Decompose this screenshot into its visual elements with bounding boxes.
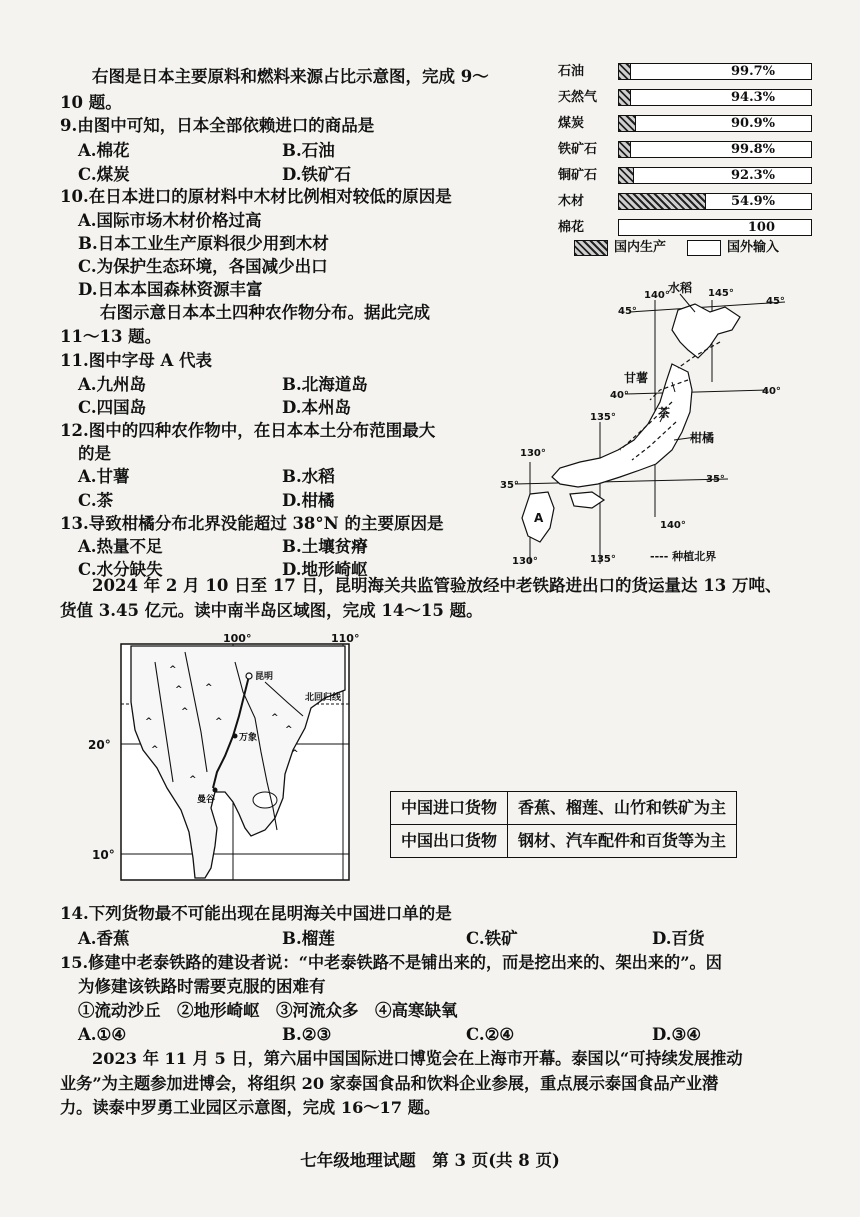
bar-value-label: 94.3% [730,90,775,105]
intro-16-17-line3: 力。读泰中罗勇工业园区示意图，完成 16～17 题。 [60,1098,441,1117]
bar-domestic-fill [619,64,631,79]
bar-value-label: 99.8% [730,142,775,157]
q9-option-d: D.铁矿石 [282,165,351,184]
bar-row [558,88,813,108]
bar-category-label: 铜矿石 [558,168,598,183]
crop-label-citrus: 柑橘 [690,431,715,445]
bar-track [618,193,812,210]
q12-stem-line2: 的是 [78,444,111,463]
q9-stem: 9.由图中可知，日本全部依赖进口的商品是 [60,116,375,135]
q14-option-a: A.香蕉 [78,929,130,948]
intro-14-15-line1: 2024 年 2 月 10 日至 17 日，昆明海关共监管验放经中老铁路进出口的货运量达 13 万吨、 [92,576,782,595]
lat-label-45-left: 45° [618,306,637,317]
crop-label-rice: 水稻 [668,281,693,295]
lon-label-145-top: 145° [708,288,734,299]
lon-label-135-mid: 135° [590,412,616,423]
svg-text:^: ^ [189,775,197,785]
q13-option-c: C.水分缺失 [78,560,163,579]
lon-label-135-bottom: 135° [590,554,616,565]
intro-11-13-line1: 右图示意日本本土四种农作物分布。据此完成 [100,303,430,322]
q13-option-d: D.地形崎岖 [282,560,368,579]
indochina-map [115,632,360,892]
bar-category-label: 天然气 [558,90,598,105]
q12-option-b: B.水稻 [282,467,335,486]
island-label-a: A [534,511,544,525]
q10-option-c: C.为保护生态环境，各国减少出口 [78,257,328,276]
lat-label-35-right: 35° [706,474,725,485]
bar-domestic-fill [619,90,631,105]
q15-option-d: D.③④ [652,1025,702,1044]
bar-category-label: 铁矿石 [558,142,598,157]
bar-row [558,114,813,134]
lon-label-130-top: 130° [520,448,546,459]
bar-row [558,166,813,186]
q15-option-c: C.②④ [466,1025,515,1044]
bar-category-label: 石油 [558,64,585,79]
q13-stem: 13.导致柑橘分布北界没能超过 38°N 的主要原因是 [60,514,444,533]
bar-row [558,192,813,212]
bar-category-label: 棉花 [558,220,585,235]
q14-option-c: C.铁矿 [466,929,518,948]
bar-track [618,89,812,106]
table-row [391,825,737,858]
bar-row [558,62,813,82]
bar-track [618,115,812,132]
intro-9-10-line1: 右图是日本主要原料和燃料来源占比示意图，完成 9～ [92,67,489,86]
q11-option-c: C.四国岛 [78,398,147,417]
q14-stem: 14.下列货物最不可能出现在昆明海关中国进口单的是 [60,904,452,923]
q12-option-c: C.茶 [78,491,114,510]
bar-track [618,63,812,80]
q13-option-b: B.土壤贫瘠 [282,537,368,556]
lat-label-40-left: 40° [610,390,629,401]
q12-option-d: D.柑橘 [282,491,335,510]
bar-value-label: 99.7% [730,64,775,79]
bar-track [618,219,812,236]
lon-label-130-bottom: 130° [512,556,538,567]
svg-text:^: ^ [285,725,293,735]
table-cell-value: 钢材、汽车配件和百货等为主 [508,825,737,858]
bar-row [558,218,813,238]
q15-choices: ①流动沙丘 ②地形崎岖 ③河流众多 ④高寒缺氧 [78,1001,458,1020]
bar-row [558,140,813,160]
intro-16-17-line1: 2023 年 11 月 5 日，第六届中国国际进口博览会在上海市开幕。泰国以“可持续发展推动 [92,1049,743,1068]
crop-label-tea: 茶 [658,406,671,420]
city-label-kunming: 昆明 [255,672,274,682]
bar-track [618,167,812,184]
q10-option-a: A.国际市场木材价格过高 [78,211,262,230]
lon-label-140-top: 140° [644,290,670,301]
page-footer: 七年级地理试题 第 3 页(共 8 页) [300,1151,560,1170]
q10-option-b: B.日本工业生产原料很少用到木材 [78,234,329,253]
lat-label-35-left: 35° [500,480,519,491]
svg-text:^: ^ [169,665,177,675]
bar-value-label: 100 [747,220,775,235]
q15-option-a: A.①④ [78,1025,127,1044]
bar-category-label: 木材 [558,194,585,209]
lon-label-110: 110° [331,632,360,645]
svg-text:^: ^ [215,717,223,727]
tropic-label: 北回归线 [305,693,342,703]
table-row [391,792,737,825]
bar-domestic-fill [619,116,636,131]
bar-value-label: 92.3% [730,168,775,183]
japan-map-legend: ---- 种植北界 [650,550,717,563]
q14-option-d: D.百货 [652,929,705,948]
q9-option-c: C.煤炭 [78,165,130,184]
q10-stem: 10.在日本进口的原材料中木材比例相对较低的原因是 [60,187,452,206]
intro-11-13-line2: 11～13 题。 [60,327,162,346]
intro-9-10-line2: 10 题。 [60,93,122,112]
bar-track [618,141,812,158]
q11-option-a: A.九州岛 [78,375,147,394]
crop-label-sweet-potato: 甘薯 [624,371,649,385]
intro-16-17-line2: 业务”为主题参加进博会，将组织 20 家泰国食品和饮料企业参展，重点展示泰国食品产业潜 [60,1074,719,1093]
bar-domestic-fill [619,142,631,157]
lat-label-10: 10° [92,848,115,862]
bar-domestic-fill [619,194,706,209]
q15-stem-line2: 为修建该铁路时需要克服的困难有 [78,977,326,996]
svg-text:^: ^ [291,749,299,759]
bar-domestic-fill [619,168,634,183]
lat-label-20: 20° [88,738,111,752]
svg-text:^: ^ [145,717,153,727]
table-cell-label: 中国进口货物 [391,792,508,825]
svg-text:^: ^ [151,745,159,755]
bar-category-label: 煤炭 [558,116,585,131]
q15-stem-line1: 15.修建中老泰铁路的建设者说：“中老泰铁路不是铺出来的，而是挖出来的、架出来的”。因 [60,953,722,972]
svg-text:^: ^ [181,707,189,717]
q12-option-a: A.甘薯 [78,467,130,486]
lat-label-45-right: 45° [766,296,785,307]
legend-domestic: 国内生产 [614,240,667,255]
q11-stem: 11.图中字母 A 代表 [60,351,212,370]
japan-crop-map [500,272,820,572]
q12-stem-line1: 12.图中的四种农作物中，在日本本土分布范围最大 [60,421,436,440]
bar-value-label: 90.9% [730,116,775,131]
q14-option-b: B.榴莲 [282,929,335,948]
lon-label-140-bottom: 140° [660,520,686,531]
city-label-vientiane: 万象 [239,733,258,743]
table-cell-label: 中国出口货物 [391,825,508,858]
q11-option-d: D.本州岛 [282,398,351,417]
legend-import: 国外输入 [727,240,780,255]
trade-goods-table [390,791,737,858]
table-cell-value: 香蕉、榴莲、山竹和铁矿为主 [508,792,737,825]
q9-option-a: A.棉花 [78,141,130,160]
q15-option-b: B.②③ [282,1025,332,1044]
bar-value-label: 54.9% [730,194,775,209]
q10-option-d: D.日本本国森林资源丰富 [78,280,263,299]
svg-text:^: ^ [271,713,279,723]
intro-14-15-line2: 货值 3.45 亿元。读中南半岛区域图，完成 14～15 题。 [60,601,483,620]
legend-swatch-domestic [574,240,608,256]
lat-label-40-right: 40° [762,386,781,397]
legend-swatch-import [687,240,721,256]
city-label-bangkok: 曼谷 [197,795,216,805]
q11-option-b: B.北海道岛 [282,375,368,394]
svg-text:^: ^ [175,685,183,695]
lon-label-100: 100° [223,632,252,645]
q13-option-a: A.热量不足 [78,537,163,556]
q9-option-b: B.石油 [282,141,335,160]
svg-text:^: ^ [205,683,213,693]
